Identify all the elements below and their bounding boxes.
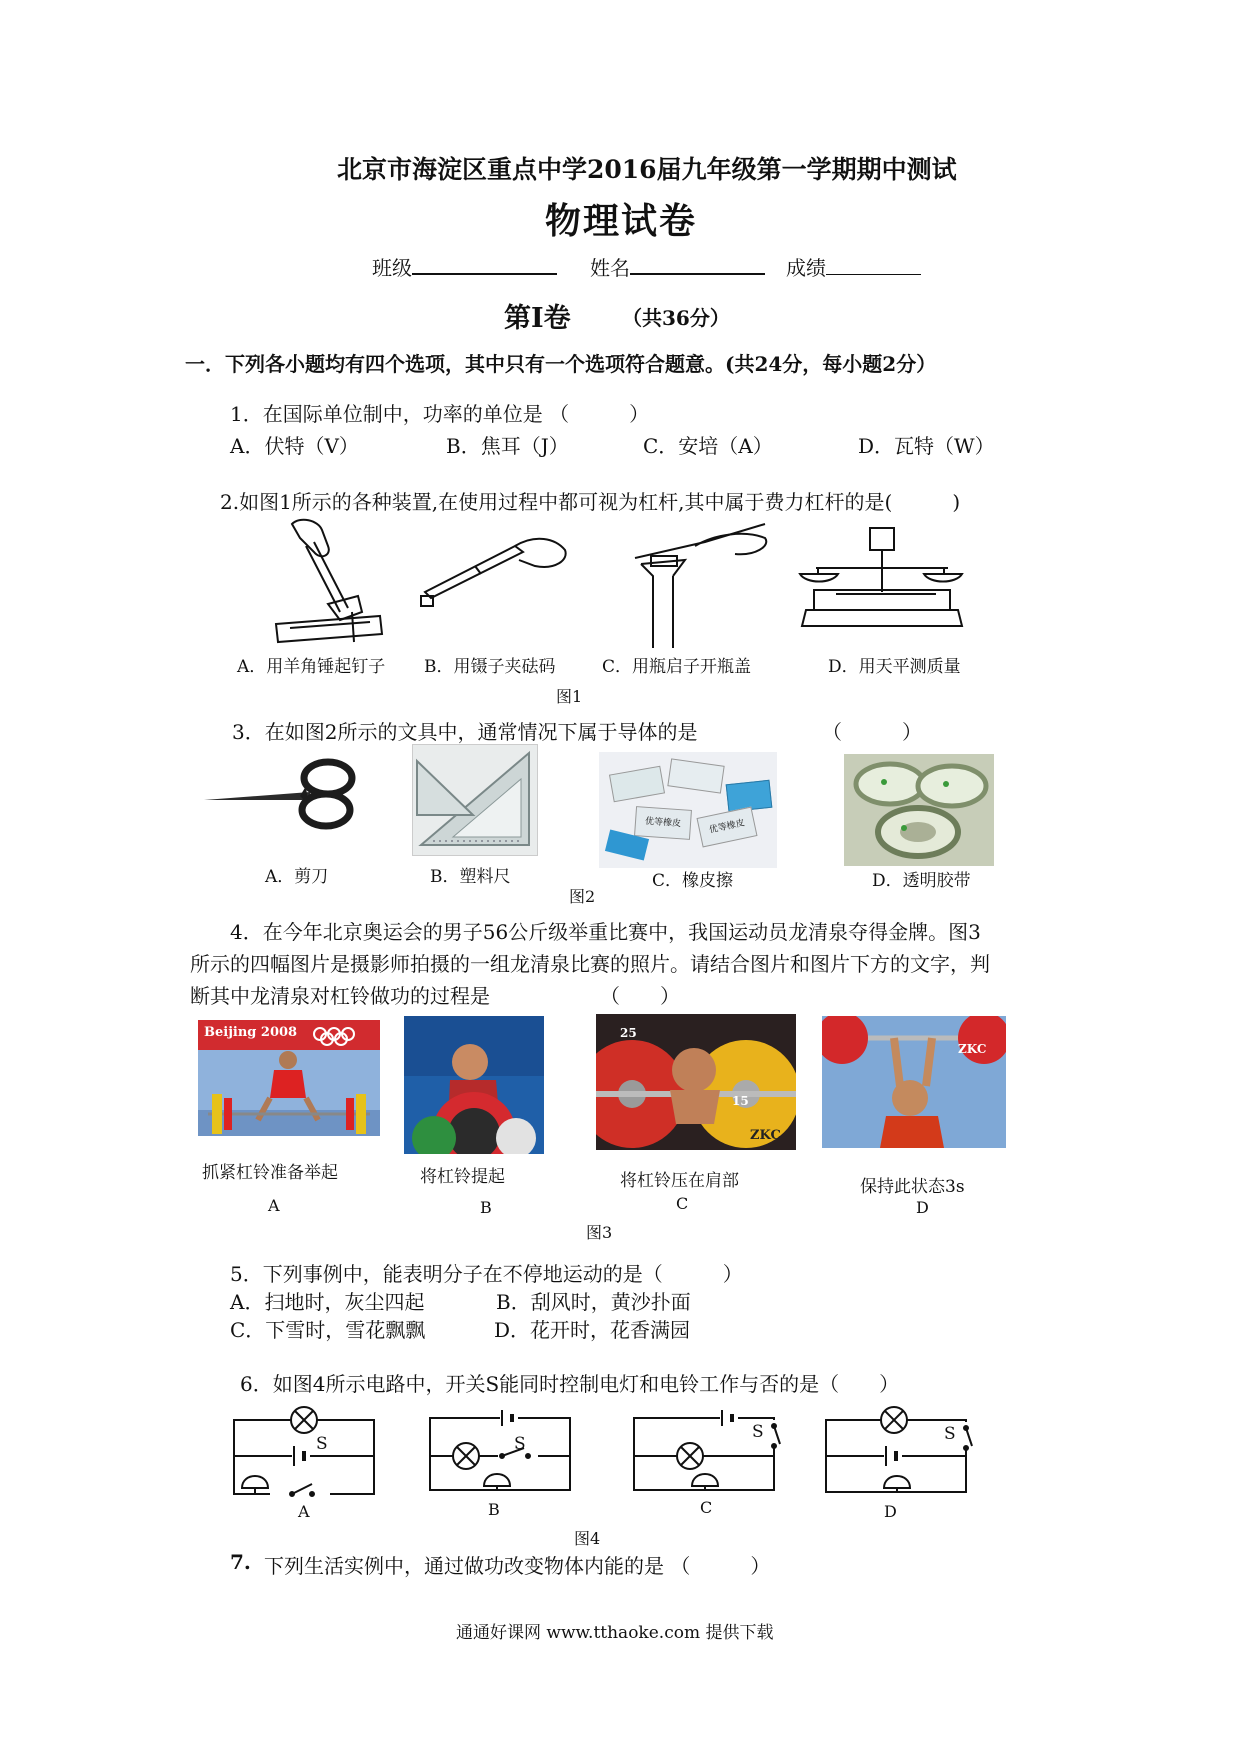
eraser-label-2: 优等橡皮 xyxy=(696,807,757,848)
q1-option-b[interactable]: B．焦耳（J） xyxy=(446,434,569,458)
plate-25-text: 25 xyxy=(620,1026,637,1040)
score-label: 成绩 xyxy=(786,256,826,280)
question-4-line-2: 所示的四幅图片是摄影师拍摄的一组龙清泉比赛的照片。请结合图片和图片下方的文字，判 xyxy=(190,952,990,976)
circuit-c-switch-label: S xyxy=(752,1422,764,1442)
eraser-label-1: 优等橡皮 xyxy=(634,806,692,840)
plate-15-text: 15 xyxy=(732,1094,749,1108)
q2-option-c[interactable]: C．用瓶启子开瓶盖 xyxy=(602,657,752,677)
question-2-stem: 2.如图1所示的各种装置,在使用过程中都可视为杠杆,其中属于费力杠杆的是( ) xyxy=(220,490,961,514)
class-label: 班级 xyxy=(372,256,412,280)
q3-option-d[interactable]: D．透明胶带 xyxy=(872,871,971,891)
q4-caption-d[interactable]: 保持此状态3s xyxy=(860,1177,965,1197)
question-4-line-1: 4．在今年北京奥运会的男子56公斤级举重比赛中，我国运动员龙清泉夺得金牌。图3 xyxy=(230,920,981,944)
tape-photo xyxy=(844,754,994,866)
q4-caption-a[interactable]: 抓紧杠铃准备举起 xyxy=(202,1163,338,1183)
footer: 通通好课网 www.tthaoke.com 提供下载 xyxy=(456,1623,774,1643)
q3-option-c[interactable]: C．橡皮擦 xyxy=(652,871,734,891)
q2-option-a[interactable]: A．用羊角锤起钉子 xyxy=(237,657,386,677)
figure-3-label: 图3 xyxy=(586,1223,613,1242)
exam-title: 北京市海淀区重点中学2016届九年级第一学期期中测试 xyxy=(337,155,957,184)
question-3-paren: （ ） xyxy=(822,720,922,744)
bottle-opener-drawing xyxy=(625,516,780,656)
subject-title: 物理试卷 xyxy=(545,200,698,242)
volume-points: （共36分） xyxy=(622,306,730,330)
weightlifter-photo-a xyxy=(198,1020,380,1136)
question-4-line-3: 断其中龙清泉对杠铃做功的过程是 xyxy=(190,984,490,1008)
circuit-a[interactable] xyxy=(232,1406,378,1498)
weightlifter-photo-c xyxy=(596,1014,796,1150)
q4-caption-b[interactable]: 将杠铃提起 xyxy=(420,1167,505,1187)
q1-option-a[interactable]: A．伏特（V） xyxy=(230,434,359,458)
score-field[interactable] xyxy=(786,252,921,281)
tweezers-drawing xyxy=(415,530,575,620)
question-4-paren: （ ） xyxy=(600,984,680,1008)
q4-caption-c[interactable]: 将杠铃压在肩部 xyxy=(620,1171,739,1191)
q5-option-a[interactable]: A．扫地时，灰尘四起 xyxy=(230,1290,425,1314)
question-7-stem: 下列生活实例中，通过做功改变物体内能的是 （ ） xyxy=(264,1554,771,1578)
weightlifter-photo-b xyxy=(404,1016,544,1154)
circuit-b[interactable] xyxy=(428,1410,576,1494)
q1-option-d[interactable]: D．瓦特（W） xyxy=(858,434,995,458)
figure-4-label: 图4 xyxy=(574,1529,601,1548)
q4-letter-b: B xyxy=(480,1198,492,1217)
circuit-d-switch-label: S xyxy=(944,1424,956,1444)
q3-option-a[interactable]: A．剪刀 xyxy=(265,867,329,887)
question-6-stem: 6．如图4所示电路中，开关S能同时控制电灯和电铃工作与否的是（ ） xyxy=(240,1372,900,1396)
section-heading: 一．下列各小题均有四个选项，其中只有一个选项符合题意。(共24分，每小题2分） xyxy=(185,352,937,376)
q4-letter-a: A xyxy=(268,1196,280,1215)
eraser-photo xyxy=(599,752,777,868)
circuit-b-switch-label: S xyxy=(514,1434,526,1454)
q6-letter-a: A xyxy=(298,1502,310,1521)
question-7-number: 7. xyxy=(230,1550,251,1574)
q6-letter-b: B xyxy=(488,1500,500,1519)
question-1-stem: 1．在国际单位制中，功率的单位是 （ ） xyxy=(230,402,650,426)
class-field[interactable] xyxy=(372,252,557,281)
q2-option-b[interactable]: B．用镊子夹砝码 xyxy=(424,657,556,677)
scissors-photo xyxy=(200,756,358,832)
q6-letter-d: D xyxy=(884,1502,897,1521)
name-field[interactable] xyxy=(590,252,765,281)
name-label: 姓名 xyxy=(590,256,630,280)
q5-option-c[interactable]: C．下雪时，雪花飘飘 xyxy=(230,1318,426,1342)
q5-option-d[interactable]: D．花开时，花香满园 xyxy=(494,1318,691,1342)
question-5-stem: 5．下列事例中，能表明分子在不停地运动的是（ ） xyxy=(230,1262,743,1286)
circuit-d[interactable] xyxy=(824,1406,974,1496)
volume-label: 第Ⅰ卷 xyxy=(504,303,571,334)
q1-option-c[interactable]: C．安培（A） xyxy=(643,434,773,458)
figure-1-label: 图1 xyxy=(556,687,583,706)
ruler-photo xyxy=(412,744,538,856)
question-3-stem: 3．在如图2所示的文具中，通常情况下属于导体的是 xyxy=(232,720,698,744)
q2-option-d[interactable]: D．用天平测质量 xyxy=(828,657,961,677)
hammer-drawing xyxy=(270,516,395,646)
q6-letter-c: C xyxy=(700,1498,713,1517)
figure-2-label: 图2 xyxy=(569,887,596,906)
q4-letter-c: C xyxy=(676,1194,689,1213)
circuit-a-switch-label: S xyxy=(316,1434,328,1454)
weightlifter-photo-d xyxy=(822,1016,1006,1148)
beijing-banner-text: Beijing 2008 xyxy=(204,1025,298,1040)
balance-drawing xyxy=(796,522,966,642)
plate-brand-text-d: ZKC xyxy=(958,1042,987,1056)
q3-option-b[interactable]: B．塑料尺 xyxy=(430,867,511,887)
plate-brand-text: ZKC xyxy=(750,1128,781,1143)
q4-letter-d: D xyxy=(916,1198,929,1217)
olympic-rings-icon xyxy=(312,1026,372,1046)
q5-option-b[interactable]: B．刮风时，黄沙扑面 xyxy=(496,1290,691,1314)
